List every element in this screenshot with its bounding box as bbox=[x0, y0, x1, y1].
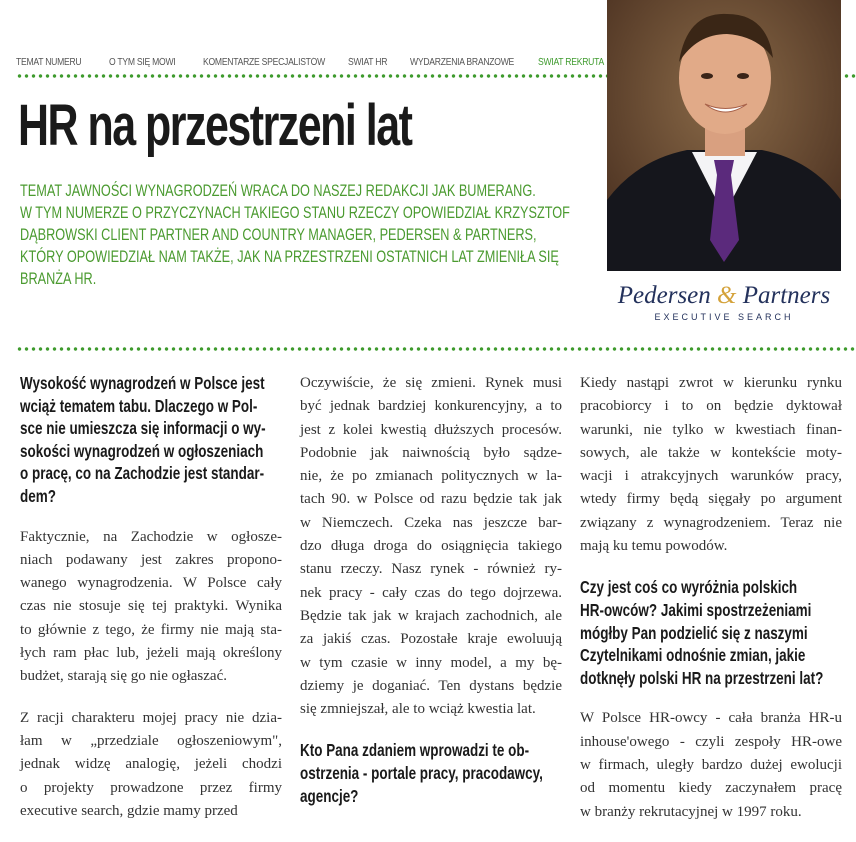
intro-line: W TYM NUMERZE O PRZYCZYNACH TAKIEGO STANU RZECZY OPOWIEDZIAŁ KRZYSZTOF bbox=[20, 204, 570, 222]
answer-line: związany z wynagrodzeniem. Teraz nie bbox=[580, 514, 842, 531]
article-intro bbox=[20, 180, 605, 290]
answer-line: executive search, gdzie mamy przed bbox=[20, 802, 238, 819]
answer-line: wanego wynagrodzenia. W Polsce cały bbox=[20, 575, 282, 592]
answer-line: Z racji charakteru mojej pracy nie dzia- bbox=[20, 709, 282, 726]
answer-line: dzo długa droga do osiągnięcia takiego bbox=[300, 538, 562, 555]
article-column-3 bbox=[580, 372, 842, 842]
interview-answer bbox=[300, 372, 562, 721]
interview-question bbox=[20, 372, 282, 508]
question-line: dem? bbox=[20, 485, 56, 506]
answer-line: jest z kolei kwestią dłuższych procesów. bbox=[300, 421, 562, 438]
answer-line: Będzie tak jak w krajach zachodnich, ale bbox=[300, 607, 562, 624]
pedersen-partners-logo bbox=[607, 282, 841, 322]
answer-line: dziemy je doganiać. Ten dystans będzie bbox=[300, 677, 562, 694]
answer-line: od momentu kiedy zaczynałem pracę bbox=[580, 780, 842, 797]
nav-divider-left bbox=[16, 74, 610, 78]
portrait-photo bbox=[607, 0, 841, 271]
question-line: Czy jest coś co wyróżnia polskich bbox=[580, 577, 798, 598]
answer-line: inhouse'owego - czyli zespoły HR-owe bbox=[580, 733, 842, 750]
nav-item-swiat-rekruta[interactable]: ŚWIAT REKRUTA bbox=[538, 57, 604, 68]
answer-line: nek pracy - cały czas do tego dojrzewa. bbox=[300, 584, 562, 601]
answer-line: w firmach, uległy bardzo dużej ewolucji bbox=[580, 756, 842, 773]
answer-line: niach podawany jest zakres propono- bbox=[20, 551, 282, 568]
interview-answer bbox=[20, 526, 282, 689]
nav-item-o-tym-sie-mowi[interactable]: O TYM SIĘ MÓWI bbox=[109, 57, 176, 68]
portrait-illustration bbox=[607, 0, 841, 271]
interview-answer bbox=[580, 372, 842, 558]
intro-line: BRANŻA HR. bbox=[20, 270, 97, 288]
question-line: sce nie umieszcza się informacji o wy- bbox=[20, 418, 266, 439]
interview-question bbox=[580, 576, 842, 689]
section-divider bbox=[16, 347, 856, 351]
question-line: Czytelnikami odnośnie zmian, jakie bbox=[580, 645, 806, 666]
answer-line: warunki, nie tylko w kwestiach finan- bbox=[580, 421, 842, 438]
question-line: ostrzenia - portale pracy, pracodawcy, bbox=[300, 763, 543, 784]
answer-line: w Niemczech. Czeka nas jeszcze bar- bbox=[300, 514, 562, 531]
intro-line: KTÓRY OPOWIEDZIAŁ NAM TAKŻE, JAK NA PRZESTRZENI OSTATNICH LAT ZMIENIŁA SIĘ bbox=[20, 248, 559, 266]
answer-line: Kiedy nastąpi zwrot w kierunku rynku bbox=[580, 375, 842, 391]
answer-line: jednak widzę analogię, jeżeli chodzi bbox=[20, 756, 282, 773]
nav-item-swiat-hr[interactable]: ŚWIAT HR bbox=[348, 57, 388, 68]
article-column-1 bbox=[20, 372, 282, 841]
answer-line: się zmniejszał, ale to wciąż kwestia lat. bbox=[300, 701, 536, 718]
question-line: HR-owców? Jakimi spostrzeżeniami bbox=[580, 599, 812, 620]
answer-line: być jednak bardziej konkurencyjny, a to bbox=[300, 398, 562, 415]
article-column-2 bbox=[300, 372, 562, 825]
answer-line: pracobiorcy i to on będzie dyktował bbox=[580, 398, 842, 415]
answer-line: stanu rzeczy. Nasz rynek - również ry- bbox=[300, 561, 562, 578]
answer-line: tach 90. w Polsce od razu będzie tak jak bbox=[300, 491, 562, 508]
intro-line: TEMAT JAWNOŚCI WYNAGRODZEŃ WRACA DO NASZEJ REDAKCJI JAK BUMERANG. bbox=[20, 182, 536, 200]
answer-line: łam w „przedziale ogłoszeniowym", bbox=[20, 732, 282, 749]
question-line: sokości wynagrodzeń w ogłoszeniach bbox=[20, 440, 264, 461]
interview-answer bbox=[20, 707, 282, 823]
answer-line: W Polsce HR-owcy - cała branża HR-u bbox=[580, 710, 842, 727]
answer-line: za jakiś czas. Pozostałe kraje ewoluują bbox=[300, 631, 562, 648]
nav-divider-right bbox=[843, 74, 856, 78]
brand-name: Pedersen & Partners bbox=[617, 282, 831, 309]
question-line: wciąż tematem tabu. Dlaczego w Pol- bbox=[20, 395, 258, 416]
intro-line: DĄBROWSKI CLIENT PARTNER AND COUNTRY MANAGER, PEDERSEN & PARTNERS, bbox=[20, 226, 537, 244]
answer-line: o projekty prowadzone przez firmy bbox=[20, 779, 282, 796]
answer-line: sowych, ale także w kontekście moty- bbox=[580, 444, 842, 461]
answer-line: wacji i atrakcyjnych warunków pracy, bbox=[580, 468, 842, 485]
answer-line: wtedy firmy będą sięgały po argument bbox=[580, 491, 842, 508]
brand-tagline: EXECUTIVE SEARCH bbox=[654, 312, 794, 322]
answer-line: czas nie stosuje się tej praktyki. Wynika bbox=[20, 598, 282, 615]
question-line: Kto Pana zdaniem wprowadzi te ob- bbox=[300, 740, 530, 761]
nav-item-temat-numeru[interactable]: TEMAT NUMERU bbox=[16, 57, 82, 68]
article-headline: HR na przestrzeni lat bbox=[18, 93, 412, 158]
answer-line: to głównie z tego, że firmy nie mają sta- bbox=[20, 621, 282, 638]
answer-line: Oczywiście, że się zmieni. Rynek musi bbox=[300, 375, 562, 391]
answer-line: Faktycznie, na Zachodzie w ogłosze- bbox=[20, 528, 282, 545]
nav-item-wydarzenia-branzowe[interactable]: WYDARZENIA BRANŻOWE bbox=[410, 57, 515, 68]
interview-question bbox=[300, 739, 562, 807]
answer-line: nie, że po zmianach politycznych w la- bbox=[300, 468, 562, 485]
answer-line: Podobnie jak naiwnością było sądze- bbox=[300, 444, 562, 461]
answer-line: łych ram płac lub, jeżeli mają określony bbox=[20, 645, 282, 662]
question-line: dotknęły polski HR na przestrzeni lat? bbox=[580, 667, 824, 688]
question-line: o pracę, co na Zachodzie jest standar- bbox=[20, 463, 265, 484]
question-line: mógłby Pan podzielić się z naszymi bbox=[580, 622, 808, 643]
question-line: Wysokość wynagrodzeń w Polsce jest bbox=[20, 373, 265, 393]
question-line: agencje? bbox=[300, 785, 359, 806]
answer-line: w branży rekrutacyjnej w 1997 roku. bbox=[580, 803, 802, 820]
answer-line: w tym czasie w inny model, a my bę- bbox=[300, 654, 562, 671]
section-nav bbox=[16, 57, 610, 73]
answer-line: budżet, starają się go nie ogłaszać. bbox=[20, 668, 227, 685]
answer-line: mają ku temu powodów. bbox=[580, 538, 728, 555]
interview-answer bbox=[580, 707, 842, 823]
nav-item-komentarze-specjalistow[interactable]: KOMENTARZE SPECJALISTÓW bbox=[203, 57, 325, 68]
